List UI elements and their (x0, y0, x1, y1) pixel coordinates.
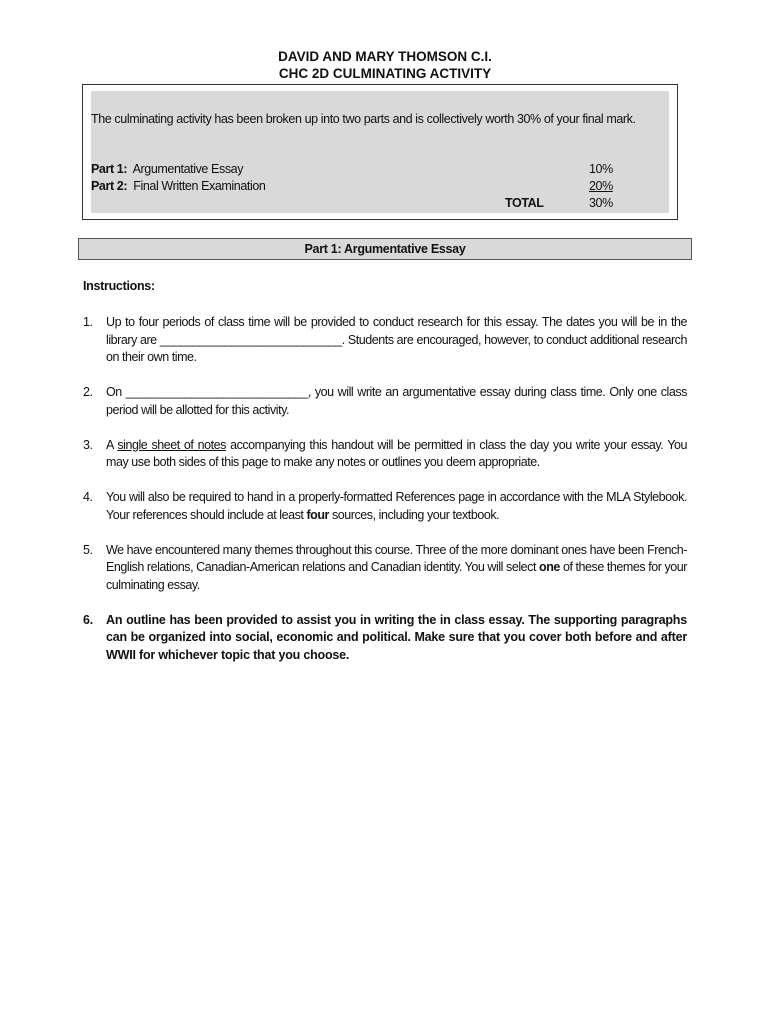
total-percent: 30% (589, 196, 613, 210)
instructions-heading: Instructions: (83, 279, 155, 293)
item-text: of these themes for your culminating essay. (106, 560, 687, 592)
item-text: On ____________________________, you will write an argumentative essay during class time. Only one class period will be allotted for this activity. (106, 385, 687, 417)
total-row (91, 195, 669, 212)
part-name: Argumentative Essay (132, 162, 244, 176)
course-title: CHC 2D CULMINATING ACTIVITY (278, 66, 492, 81)
item-text: accompanying this handout will be permitted in class the day you write your essay. You may use both sides of this page to make any notes or outlines you deem appropriate. (106, 437, 687, 469)
total-label: TOTAL (505, 196, 544, 210)
item-number: 5. (83, 542, 93, 557)
summary-intro: The culminating activity has been broken up into two parts and is collectively worth 30% of your final mark. (91, 112, 636, 126)
item-text: Up to four periods of class time will be provided to conduct research for this essay. The dates you will be in the library are ____________________________. Students are encouraged, however, to conduct additional research on their own time. (106, 315, 687, 364)
school-name: DAVID AND MARY THOMSON C.I. (278, 49, 492, 64)
part-row (91, 178, 669, 195)
item-number: 2. (83, 385, 93, 399)
instructions-list (83, 314, 687, 682)
part-percent: 10% (589, 162, 613, 176)
section-title: Part 1: Argumentative Essay (78, 238, 692, 260)
underlined-text: single sheet of notes (117, 437, 226, 452)
list-item (83, 314, 687, 367)
emphasis-text: four (306, 507, 329, 522)
part-percent: 20% (589, 179, 613, 193)
item-number: 4. (83, 490, 93, 504)
list-item (83, 612, 687, 665)
parts-list (91, 161, 669, 212)
document-header (0, 48, 770, 82)
list-item (83, 489, 687, 524)
item-text: An outline has been provided to assist you in writing the in class essay. The supporting paragraphs can be organized into social, economic and political. Make sure that you cover both before and after WWII for whichever topic that you choose. (106, 612, 687, 662)
item-text: A (106, 437, 118, 452)
part-row (91, 161, 669, 178)
item-text: We have encountered many themes throughout this course. Three of the more dominant ones have been French-English relations, Canadian-American relations and Canadian identity. You will select (106, 542, 687, 574)
emphasis-text: one (539, 560, 560, 574)
part-label: Part 1: (91, 162, 128, 176)
item-text: You will also be required to hand in a properly-formatted References page in accordance with the MLA Stylebook. Your references should include at least (106, 490, 687, 522)
summary-shaded-panel (91, 91, 669, 213)
item-text: sources, including your textbook. (328, 507, 500, 522)
item-number: 1. (83, 315, 93, 329)
list-item (83, 542, 687, 595)
list-item (83, 437, 687, 472)
part-label: Part 2: (91, 179, 128, 193)
item-number: 6. (83, 612, 94, 627)
summary-box (82, 84, 678, 220)
item-number: 3. (83, 437, 93, 452)
list-item (83, 384, 687, 419)
part-name: Final Written Examination (133, 179, 266, 193)
